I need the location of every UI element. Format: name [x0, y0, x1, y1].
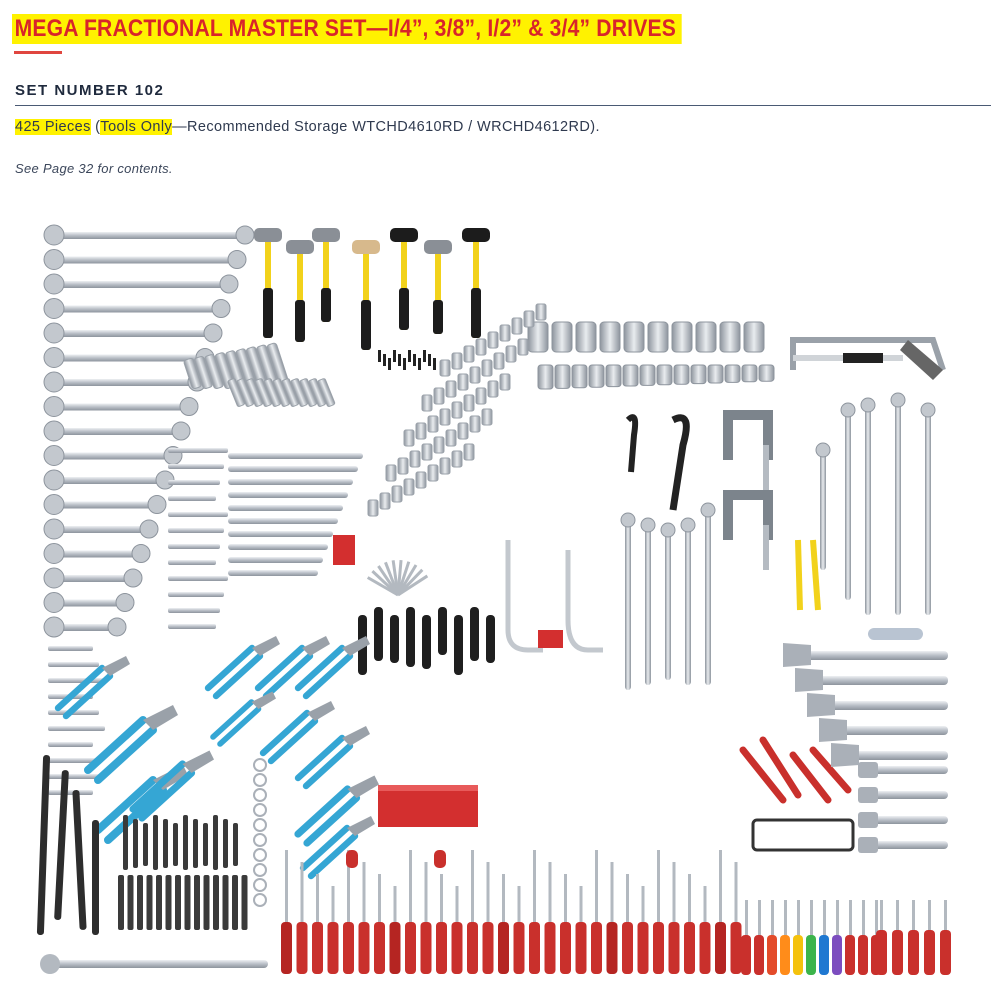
long-ratchet-icon: [40, 954, 268, 974]
hammers-icon: [254, 228, 490, 350]
storage-recommendation: —Recommended Storage WTCHD4610RD / WRCHD4612RD).: [172, 119, 600, 135]
screwdrivers-icon: [281, 850, 951, 975]
page-title: MEGA FRACTIONAL MASTER SET—I/4”, 3/8”, I/2” & 3/4” DRIVES: [12, 14, 681, 44]
pry-bars-icon: [37, 755, 99, 935]
tool-set-photo: [28, 210, 978, 990]
adjustable-wrenches-icon: [783, 643, 948, 767]
set-number: SET NUMBER 102: [15, 82, 165, 99]
pieces-description: [15, 119, 600, 135]
pieces-count: 425 Pieces: [15, 119, 91, 135]
paren-open: (: [90, 119, 101, 135]
red-storage-box: [378, 785, 478, 827]
hacksaw-icon: [793, 340, 943, 380]
ratchets-icon: [358, 393, 935, 690]
punches-chisels-icon: [118, 759, 266, 930]
title-underline: [14, 51, 62, 54]
c-clamps-icon: [728, 415, 769, 570]
section-divider: [15, 105, 991, 106]
tools-only-note: Tools Only: [100, 119, 173, 135]
see-page-note: See Page 32 for contents.: [15, 161, 173, 176]
